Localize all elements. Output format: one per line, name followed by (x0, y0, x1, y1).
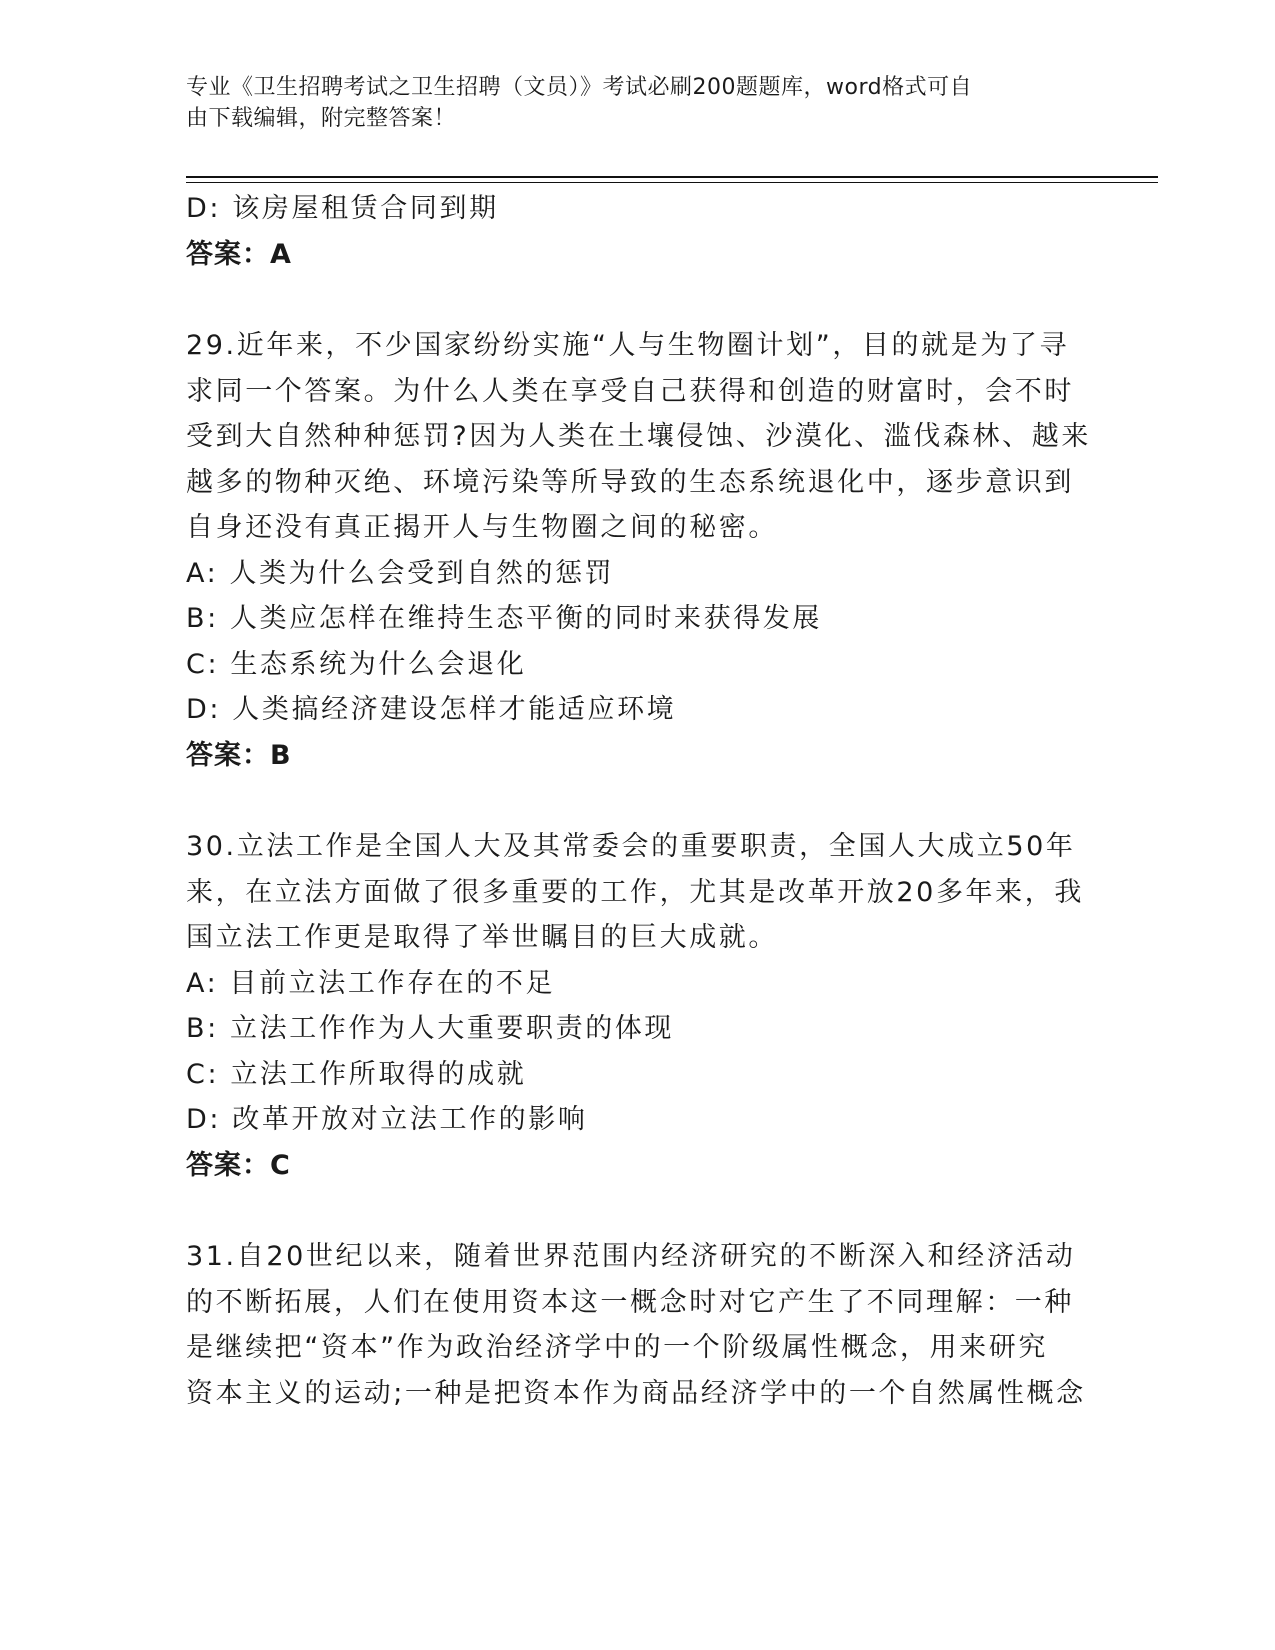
header-divider-thick (186, 176, 1158, 178)
spacer (186, 1188, 1086, 1234)
option-c: C: 生态系统为什么会退化 (186, 648, 527, 680)
previous-question-tail (186, 186, 1086, 277)
option-b: B: 立法工作作为人大重要职责的体现 (186, 1013, 675, 1044)
document-body (186, 186, 1091, 1416)
header-line-2: 由下载编辑，附完整答案！ (186, 106, 457, 131)
question-text-line: 31.自20世纪以来，随着世界范围内经济研究的不断深入和经济活动 (186, 1241, 1076, 1272)
question-text-line: 越多的物种灭绝、环境污染等所导致的生态系统退化中，逐步意识到 (186, 466, 1074, 498)
option-d: D: 改革开放对立法工作的影响 (186, 1104, 588, 1135)
question-text-line: 求同一个答案。为什么人类在享受自己获得和创造的财富时，会不时 (186, 375, 1074, 407)
question-text-line: 受到大自然种种惩罚?因为人类在土壤侵蚀、沙漠化、滥伐森林、越来 (186, 421, 1091, 452)
question-30 (186, 824, 1086, 1188)
question-text-line: 30.立法工作是全国人大及其常委会的重要职责，全国人大成立50年 (186, 831, 1076, 862)
question-text-line: 国立法工作更是取得了举世瞩目的巨大成就。 (186, 922, 778, 953)
option-b: B: 人类应怎样在维持生态平衡的同时来获得发展 (186, 603, 823, 634)
option-d: D: 人类搞经济建设怎样才能适应环境 (186, 694, 677, 725)
header-divider-thin (186, 182, 1158, 183)
option-a: A: 人类为什么会受到自然的惩罚 (186, 557, 615, 589)
spacer (186, 277, 1086, 323)
header-line-1: 专业《卫生招聘考试之卫生招聘（文员）》考试必刷200题题库，word格式可自 (186, 75, 973, 100)
question-29 (186, 323, 1091, 778)
answer-line: 答案：A (186, 238, 292, 270)
question-text-line: 的不断拓展，人们在使用资本这一概念时对它产生了不同理解：一种 (186, 1286, 1074, 1318)
question-text-line: 29.近年来，不少国家纷纷实施“人与生物圈计划”，目的就是为了寻 (186, 330, 1070, 361)
question-text-line: 是继续把“资本”作为政治经济学中的一个阶级属性概念，用来研究 (186, 1332, 1048, 1363)
option-a: A: 目前立法工作存在的不足 (186, 967, 556, 999)
answer-line: 答案：C (186, 1149, 291, 1181)
option-d: D: 该房屋租赁合同到期 (186, 193, 499, 224)
spacer (186, 778, 1086, 824)
question-text-line: 自身还没有真正揭开人与生物圈之间的秘密。 (186, 512, 778, 543)
question-text-line: 来，在立法方面做了很多重要的工作，尤其是改革开放20多年来，我 (186, 876, 1084, 908)
document-header (186, 72, 1066, 134)
question-31 (186, 1234, 1086, 1416)
answer-line: 答案：B (186, 739, 292, 771)
option-c: C: 立法工作所取得的成就 (186, 1058, 527, 1090)
question-text-line: 资本主义的运动;一种是把资本作为商品经济学中的一个自然属性概念 (186, 1377, 1086, 1409)
